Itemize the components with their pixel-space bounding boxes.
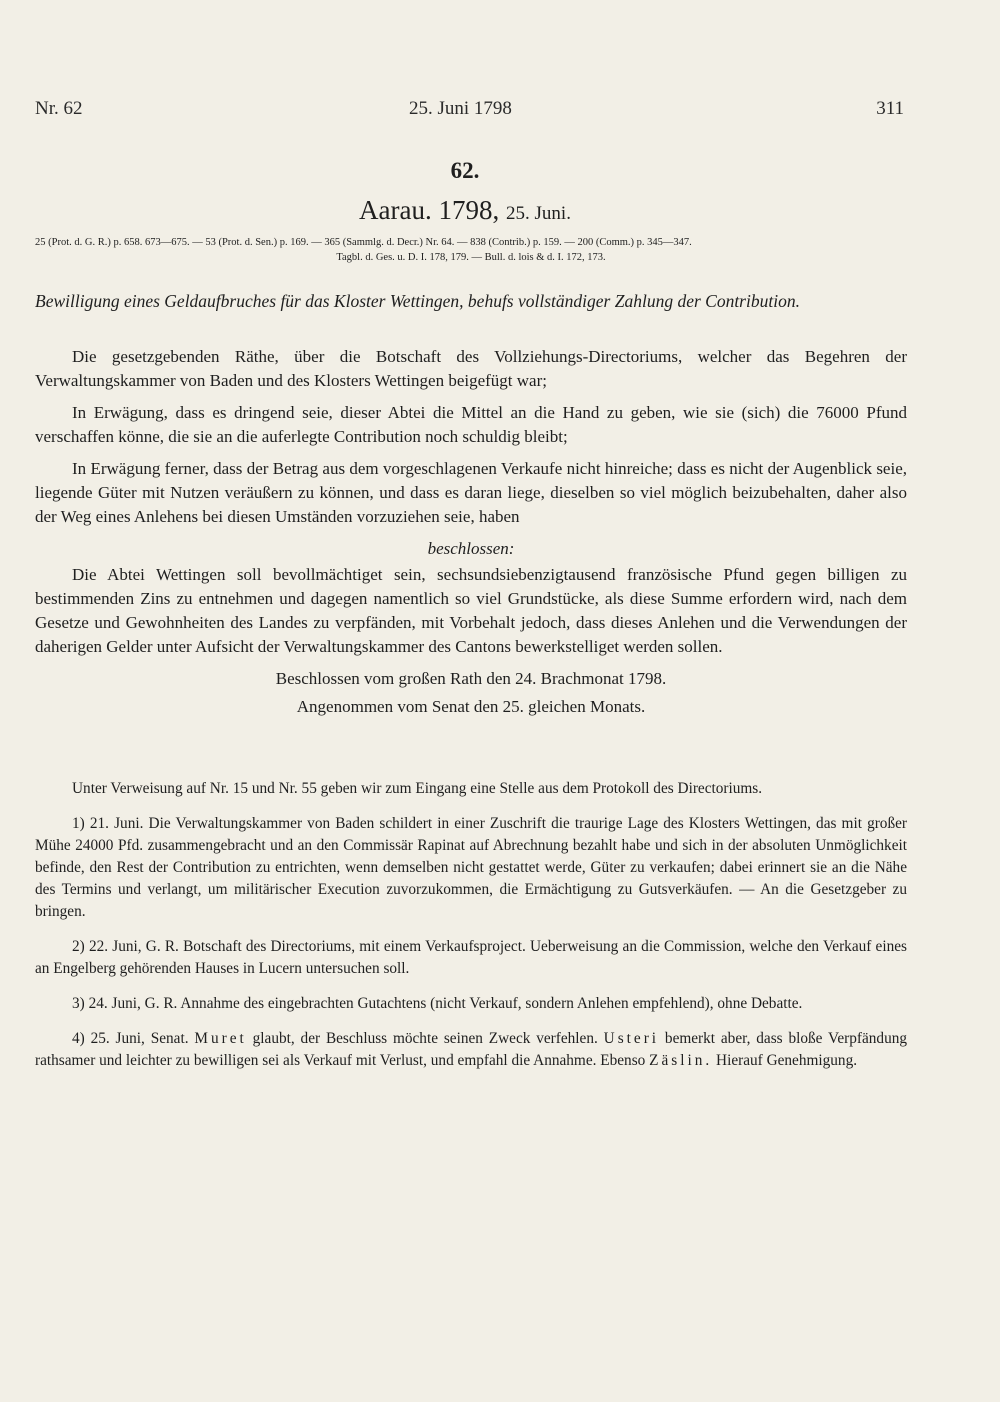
- body-paragraph-2: In Erwägung, dass es dringend seie, dieser Abtei die Mittel an die Hand zu geben, wie sie (sich) die 76000 Pfund verschaffen könne, die sie an die auferlegte Contribution noch schuldig bleibt;: [35, 403, 907, 446]
- source-references: [35, 235, 907, 265]
- notes-intro: Unter Verweisung auf Nr. 15 und Nr. 55 geben wir zum Eingang eine Stelle aus dem Protokoll des Directoriums.: [72, 780, 763, 797]
- header-entry-number: Nr. 62: [35, 98, 83, 119]
- place-name: Aarau. 1798,: [359, 195, 500, 225]
- note-4-text-b: bemerkt aber, dass bloße Verpfändung rathsamer und leichter zu bewilligen sei als Verkauf mit Verlust, und empfahl die Annahme. Ebenso: [35, 1030, 908, 1069]
- body-paragraph-1: Die gesetzgebenden Räthe, über die Botschaft des Vollziehungs-Directoriums, welcher das Begehren der Verwaltungskammer von Baden und des Klosters Wettingen beigefügt war;: [35, 347, 907, 390]
- resolved-heading: beschlossen:: [427, 539, 515, 558]
- speaker-zaeslin: Zäslin.: [649, 1052, 713, 1069]
- entry-number: 62.: [450, 158, 480, 183]
- speaker-usteri: Usteri: [603, 1030, 660, 1047]
- speaker-muret: Muret: [194, 1030, 247, 1047]
- decree-body: [35, 345, 907, 719]
- note-4-text-c: Hierauf Genehmigung.: [716, 1052, 858, 1069]
- header-date: 25. Juni 1798: [409, 98, 512, 119]
- note-4-date: 4) 25. Juni, Senat.: [72, 1030, 189, 1047]
- source-references-line-1: 25 (Prot. d. G. R.) p. 658. 673—675. — 53 (Prot. d. Sen.) p. 169. — 365 (Sammlg. d. Decr.) Nr. 64. — 838 (Contrib.) p. 159. — 200 (Comm.) p. 345—347.: [35, 237, 692, 248]
- note-2: 2) 22. Juni, G. R. Botschaft des Directoriums, mit einem Verkaufsproject. Ueberweisung an die Commission, welche den Verkauf eines an Engelberg gehörenden Hauses in Lucern untersuchen soll.: [35, 938, 907, 977]
- document-title: Bewilligung eines Geldaufbruches für das Kloster Wettingen, behufs vollständiger Zahlung der Contribution.: [35, 291, 800, 311]
- body-paragraph-3: In Erwägung ferner, dass der Betrag aus dem vorgeschlagenen Verkaufe nicht hinreiche; dass es nicht der Augenblick seie, liegende Güter mit Nutzen veräußern zu können, und dass es daran liege, dieselben so viel möglich beizubehalten, daher also der Weg eines Anlehens bei diesen Umständen vorzuziehen seie, haben: [35, 459, 907, 526]
- protocol-notes: [35, 778, 907, 1085]
- signature-line-2: Angenommen vom Senat den 25. gleichen Monats.: [296, 697, 646, 716]
- note-3: 3) 24. Juni, G. R. Annahme des eingebrachten Gutachtens (nicht Verkauf, sondern Anlehen empfehlend), ohne Debatte.: [72, 995, 803, 1012]
- note-1: 1) 21. Juni. Die Verwaltungskammer von Baden schildert in einer Zuschrift die traurige Lage des Klosters Wettingen, das mit großer Mühe 24000 Pfd. zusammengebracht und an den Commissär Rapinat auf Abrechnung bezahlt habe und sich in der absoluten Unmöglichkeit befinde, den Rest der Contribution zu entrichten, wenn demselben nicht gestattet werde, Güter zu verkaufen; dabei erinnert sie an die Nähe des Termins und verlangt, um militärischer Execution zuvorzukommen, die Ermächtigung zu Gutsverkäufen. — An die Gesetzgeber zu bringen.: [35, 815, 907, 920]
- page-number: 311: [876, 98, 904, 119]
- place-date: 25. Juni.: [506, 203, 571, 224]
- signature-line-1: Beschlossen vom großen Rath den 24. Brachmonat 1798.: [275, 669, 667, 688]
- body-paragraph-4: Die Abtei Wettingen soll bevollmächtiget sein, sechsundsiebenzigtausend französische Pfund gegen billigen zu bestimmenden Zins zu entnehmen und dagegen namentlich so viel Grundstücke, als diese Summe erfordern wird, nach dem Gesetze und Gewohnheiten des Landes zu verpfänden, mit Vorbehalt jedoch, dass dieses Anlehen und die Verwendungen der daherigen Gelder unter Aufsicht der Verwaltungskammer des Cantons bewerkstelliget werden sollen.: [35, 565, 907, 656]
- place-heading: [0, 195, 930, 226]
- note-4-text-a: glaubt, der Beschluss möchte seinen Zweck verfehlen.: [252, 1030, 598, 1047]
- running-header: [35, 98, 904, 124]
- source-references-line-2: Tagbl. d. Ges. u. D. I. 178, 179. — Bull. d. lois & d. I. 172, 173.: [336, 252, 606, 263]
- note-4: [35, 1028, 907, 1072]
